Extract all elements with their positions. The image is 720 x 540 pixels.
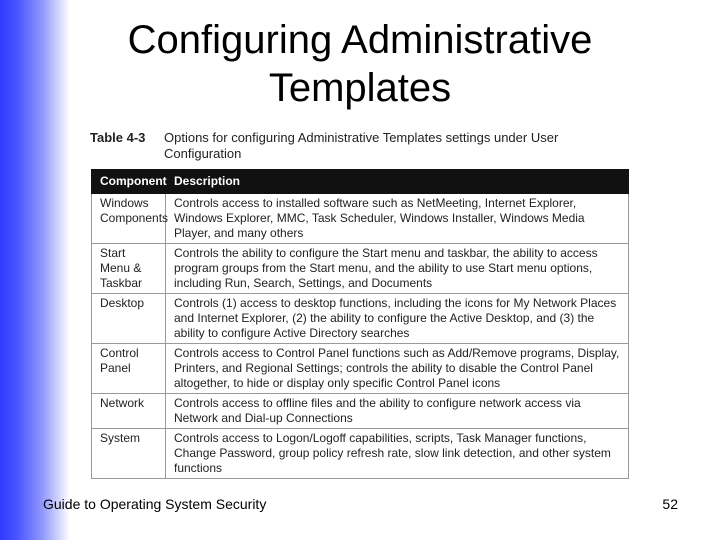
- row-description: Controls (1) access to desktop functions, including the icons for My Network Places and Internet Explorer, (2) the ability to configure the Active Desktop, and (3) the ability to configure Active Directory searches: [166, 294, 629, 344]
- row-component: System: [92, 429, 166, 479]
- table-row: [92, 394, 629, 429]
- table-row: [92, 344, 629, 394]
- row-component: Start Menu & Taskbar: [92, 244, 166, 294]
- table-row: [92, 429, 629, 479]
- slide-side-gradient-bar: [0, 0, 70, 540]
- footer-text: Guide to Operating System Security: [43, 496, 267, 512]
- row-description: Controls access to Control Panel functions such as Add/Remove programs, Display, Printers, and Regional Settings; controls the ability to disable the Control Panel altogether, to hide or display only specific Control Panel icons: [166, 344, 629, 394]
- header-description: Description: [166, 170, 629, 194]
- options-table: [91, 169, 629, 479]
- row-component: Control Panel: [92, 344, 166, 394]
- table-caption: [90, 130, 630, 166]
- row-component: Desktop: [92, 294, 166, 344]
- slide-title-line-2: Templates: [268, 66, 452, 110]
- row-description: Controls access to installed software such as NetMeeting, Internet Explorer, Windows Explorer, MMC, Task Scheduler, Windows Installer, Windows Media Player, and many others: [166, 194, 629, 244]
- row-component: Network: [92, 394, 166, 429]
- row-description: Controls access to offline files and the ability to configure network access via Network and Dial-up Connections: [166, 394, 629, 429]
- row-description: Controls access to Logon/Logoff capabilities, scripts, Task Manager functions, Change Password, group policy refresh rate, slow link detection, and other system functions: [166, 429, 629, 479]
- slide-title-line-1: Configuring Administrative: [127, 18, 593, 62]
- table-row: [92, 294, 629, 344]
- row-component: Windows Components: [92, 194, 166, 244]
- table-caption-text: Options for configuring Administrative Templates settings under User Configuration: [164, 130, 559, 161]
- row-description: Controls the ability to configure the Start menu and taskbar, the ability to access program groups from the Start menu, and the ability to use Start menu options, including Run, Search, Settings, and Documents: [166, 244, 629, 294]
- table-number: Table 4-3: [90, 130, 146, 145]
- header-component: Component: [92, 170, 166, 194]
- table-header-row: [92, 170, 629, 194]
- slide-title: [80, 16, 640, 112]
- page-number: 52: [662, 496, 678, 512]
- table-row: [92, 194, 629, 244]
- table-row: [92, 244, 629, 294]
